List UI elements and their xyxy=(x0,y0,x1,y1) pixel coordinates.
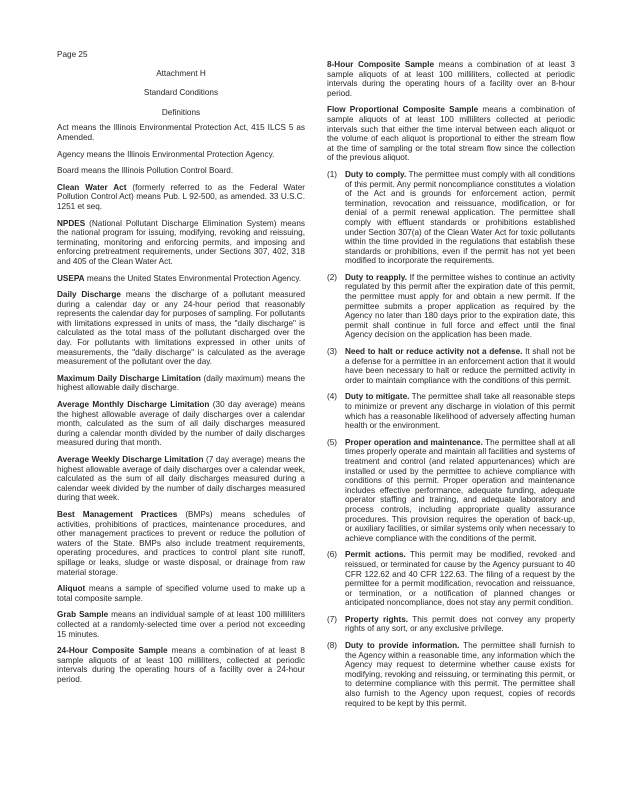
definition-average-weekly: Average Weekly Discharge Limitation (7 day average) means the highest allowable average of daily discharges over a calendar week, calculated as the sum of all daily discharges measured during a calendar week divided by the number of daily discharges measured during that week. xyxy=(57,455,306,503)
definition-act: Act means the Illinois Environmental Protection Act, 415 ILCS 5 as Amended. xyxy=(57,123,305,142)
condition-duty-to-reapply: (2) Duty to reapply. If the permittee wishes to continue an activity regulated by this permit after the expiration date of this permit, the permittee must apply for and obtain a new permit. If the permittee submits a proper application as required by the Agency no later than 180 days prior to the expiration date, this permit shall continue in full force and effect until the final Agency decision on the application has been made. xyxy=(327,272,575,340)
definition-clean-water-act: Clean Water Act (formerly referred to as the Federal Water Pollution Control Act) means Pub. L 92-500, as amended. 33 U.S.C. 1251 et seq. xyxy=(57,182,305,211)
definition-agency: Agency means the Illinois Environmental Protection Agency. xyxy=(57,149,275,159)
condition-permit-actions: (6) Permit actions. This permit may be modified, revoked and reissued, or terminated for cause by the Agency pursuant to 40 CFR 122.62 and 40 CFR 122.63. The filing of a request by the permittee for a permit modification, revocation and reissuance, or termination, or a notification of planned changes or anticipated noncompliance, does not stay any permit condition. xyxy=(327,550,576,608)
definition-bmps: Best Management Practices (BMPs) means schedules of activities, prohibitions of practices, maintenance procedures, and other management practices to prevent or reduce the pollution of waters of the State. BMPs also include treatment requirements, operating procedures, and practices to control plant site runoff, spillage or leaks, sludge or waste disposal, or drainage from raw material storage. xyxy=(57,509,305,577)
definition-usepa: USEPA means the United States Environmental Protection Agency. xyxy=(57,273,302,283)
definition-8-hour-composite: 8-Hour Composite Sample means a combination of at least 3 sample aliquots of at least 100 milliliters, collected at periodic intervals during the operating hours of a facility over an 8-hour period. xyxy=(327,60,575,98)
definition-flow-proportional: Flow Proportional Composite Sample means a combination of sample aliquots of at least 100 milliliters collected at periodic intervals such that either the time interval between each aliquot or the volume of each aliquot is proportional to either the stream flow at the time of sampling or the total stream flow since the collection of the previous aliquot. xyxy=(327,105,575,163)
definition-average-monthly: Average Monthly Discharge Limitation (30 day average) means the highest allowable average of daily discharges over a calendar month, calculated as the sum of all daily discharges measured during a calendar month divided by the number of daily discharges measured during that month. xyxy=(57,400,305,448)
definition-npdes: NPDES (National Pollutant Discharge Elimination System) means the national program for issuing, modifying, revoking and reissuing, terminating, monitoring and enforcing permits, and imposing and enforcing pretreatment requirements, under Sections 307, 402, 318 and 405 of the Clean Water Act. xyxy=(57,218,305,266)
condition-duty-to-comply: (1) Duty to comply. The permittee must comply with all conditions of this permit. Any permit noncompliance constitutes a violation of the Act and is grounds for enforcement action, permit termination, revocation and reissuance, modification, or for denial of a permit renewal application. The permittee shall comply with effluent standards or prohibitions established under Section 307(a) of the Clean Water Act for toxic pollutants within the time provided in the regulations that establish these standards or prohibitions, even if the permit has not yet been modified to incorporate the requirements. xyxy=(327,169,575,266)
definition-aliquot: Aliquot means a sample of specified volume used to make up a total composite sample. xyxy=(57,584,305,603)
condition-proper-operation: (5) Proper operation and maintenance. The permittee shall at all times properly operate and maintain all facilities and systems of treatment and control (and related appurtenances) which are installed or used by the permittee to achieve compliance with conditions of this permit. Proper operation and maintenance includes effective performance, adequate funding, adequate operator staffing and training, and adequate laboratory and process controls, including appropriate quality assurance procedures. This provision requires the operation of back-up, or auxiliary facilities, or similar systems only when necessary to achieve compliance with the conditions of the permit. xyxy=(327,437,575,543)
document-title: Standard Conditions xyxy=(143,88,219,98)
definition-maximum-daily: Maximum Daily Discharge Limitation (daily maximum) means the highest allowable daily discharge. xyxy=(57,373,305,393)
definition-daily-discharge: Daily Discharge means the discharge of a pollutant measured during a calendar day or any 24-hour period that reasonably represents the calendar day for purposes of sampling. For pollutants with limitations expressed in units of mass, the "daily discharge" is calculated as the total mass of the pollutant discharged over the day. For pollutants with limitations expressed in other units of measurements, the "daily discharge" is calculated as the average measurement of the pollutant over the day. xyxy=(57,290,306,367)
right-column xyxy=(327,60,575,715)
left-column xyxy=(57,50,305,691)
attachment-heading: Attachment H xyxy=(156,68,206,78)
condition-need-to-halt: (3) Need to halt or reduce activity not a defense. It shall not be a defense for a permittee in an enforcement action that it would have been necessary to halt or reduce the permitted activity in order to maintain compliance with the conditions of this permit. xyxy=(327,347,575,385)
definition-board: Board means the Illinois Pollution Control Board. xyxy=(57,166,234,176)
condition-property-rights: (7) Property rights. This permit does not convey any property rights of any sort, or any exclusive privilege. xyxy=(327,614,575,634)
condition-duty-to-provide-information: (8) Duty to provide information. The permittee shall furnish to the Agency within a reasonable time, any information which the Agency may request to determine whether cause exists for modifying, revoking and reissuing, or terminating this permit, or to determine compliance with this permit. The permittee shall also furnish to the Agency upon request, copies of records required to be kept by this permit. xyxy=(327,641,575,708)
page-number: Page 25 xyxy=(57,50,88,59)
definition-grab-sample: Grab Sample means an individual sample of at least 100 milliliters collected at a randomly-selected time over a period not exceeding 15 minutes. xyxy=(57,610,305,639)
section-heading: Definitions xyxy=(161,107,201,117)
condition-duty-to-mitigate: (4) Duty to mitigate. The permittee shall take all reasonable steps to minimize or prevent any discharge in violation of this permit which has a reasonable likelihood of adversely affecting human health or the environment. xyxy=(327,392,575,431)
definition-24-hour-composite: 24-Hour Composite Sample means a combination of at least 8 sample aliquots of at least 100 milliliters, collected at periodic intervals during the operating hours of a facility over a 24-hour period. xyxy=(57,646,305,684)
